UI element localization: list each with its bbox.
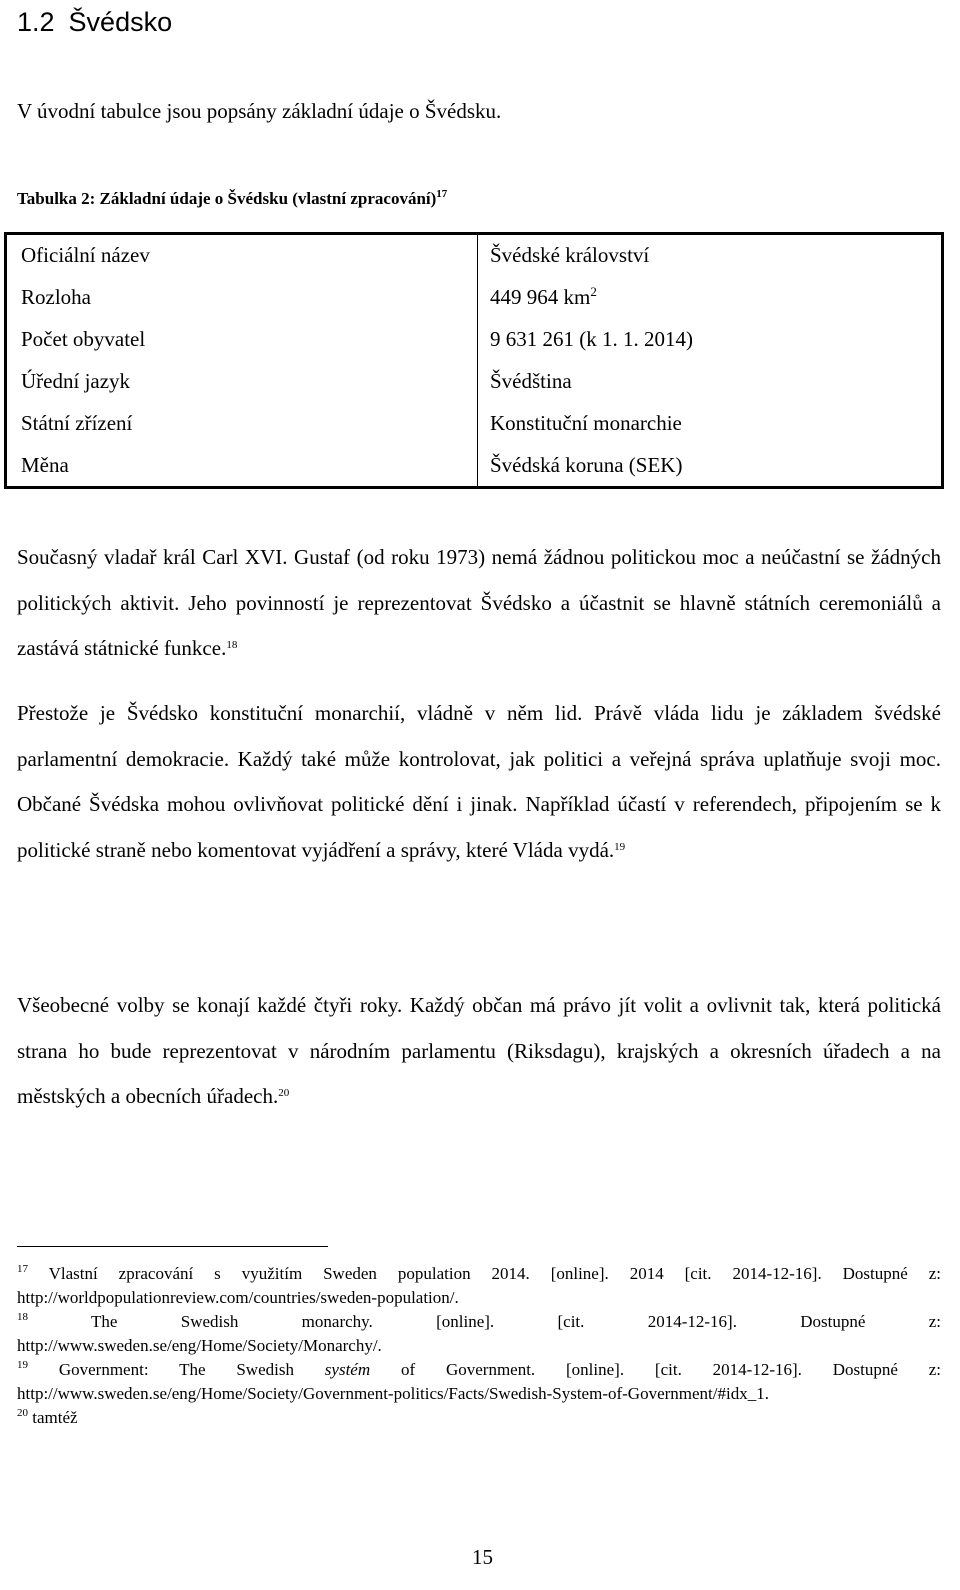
caption-text: Tabulka 2: Základní údaje o Švédsku (vlastní zpracování) bbox=[17, 189, 437, 208]
row-key: Počet obyvatel bbox=[21, 326, 146, 351]
paragraph-text: Všeobecné volby se konají každé čtyři roky. Každý občan má právo jít volit a ovlivnit tak, která politická strana ho bude reprezentovat v národním parlamentu (Riksdagu), krajských a okresních úřadech a na městských a obecních úřadech. bbox=[17, 993, 941, 1108]
page-number: 15 bbox=[472, 1545, 493, 1569]
row-key: Měna bbox=[21, 452, 69, 477]
footnote bbox=[17, 1406, 941, 1430]
table-row bbox=[6, 234, 943, 277]
paragraph-text: Přestože je Švédsko konstituční monarchií, vládně v něm lid. Právě vláda lidu je základem švédské parlamentní demokracie. Každý také může kontrolovat, jak politici a veřejná správa uplatňuje svoji moc. Občané Švédska mohou ovlivňovat politické dění i jinak. Například účastí v referendech, připojením se k politické straně nebo komentovat vyjádření a správy, které Vláda vydá. bbox=[17, 701, 941, 862]
row-value: Švédština bbox=[478, 360, 943, 402]
table-row bbox=[6, 318, 943, 360]
section-heading bbox=[17, 0, 172, 44]
table-row bbox=[6, 276, 943, 318]
footnote-number: 17 bbox=[17, 1263, 28, 1275]
footnotes bbox=[17, 1262, 941, 1430]
caption-footnote-ref: 17 bbox=[436, 188, 448, 200]
footnote-text: Vlastní zpracování s využitím Sweden population 2014. [online]. 2014 [cit. 2014-12-16]. Dostupné z: bbox=[48, 1264, 941, 1283]
section-title: Švédsko bbox=[68, 7, 173, 37]
footnote-link[interactable]: http://www.sweden.se/eng/Home/Society/Government-politics/Facts/Swedish-System-of-Government/#idx_1. bbox=[17, 1384, 769, 1403]
footnote-text-post: of Government. [online]. [cit. 2014-12-16]. Dostupné z: bbox=[370, 1360, 941, 1379]
footnote-ref: 18 bbox=[226, 639, 238, 651]
area-value: 449 964 km bbox=[490, 284, 591, 309]
paragraph bbox=[17, 983, 941, 1120]
footnote bbox=[17, 1262, 941, 1310]
footnote-text-pre: Government: The Swedish bbox=[58, 1360, 325, 1379]
paragraph bbox=[17, 535, 941, 672]
footnote-number: 20 bbox=[17, 1407, 28, 1419]
section-number: 1.2 bbox=[17, 7, 55, 37]
footnote-text-em: systém bbox=[324, 1360, 371, 1379]
row-value: Konstituční monarchie bbox=[478, 402, 943, 444]
area-unit-exponent: 2 bbox=[590, 283, 597, 299]
row-key: Rozloha bbox=[21, 284, 91, 309]
row-value: 9 631 261 (k 1. 1. 2014) bbox=[478, 318, 943, 360]
row-key: Oficiální název bbox=[21, 243, 150, 267]
intro-text: V úvodní tabulce jsou popsány základní údaje o Švédsku. bbox=[17, 99, 502, 123]
table-row bbox=[6, 444, 943, 488]
row-key: Státní zřízení bbox=[21, 410, 133, 435]
row-value bbox=[478, 276, 943, 318]
paragraph-text: Současný vladař král Carl XVI. Gustaf (od roku 1973) nemá žádnou politickou moc a neúčastní se žádných politických aktivit. Jeho povinností je reprezentovat Švédsko a účastnit se hlavně státních ceremoniálů a zastává státnické funkce. bbox=[17, 545, 941, 660]
row-key: Úřední jazyk bbox=[21, 368, 131, 393]
footnote-ref: 20 bbox=[278, 1087, 290, 1099]
footnote-ref: 19 bbox=[614, 840, 626, 853]
table-row bbox=[6, 360, 943, 402]
footnote-text: The Swedish monarchy. [online]. [cit. 2014-12-16]. Dostupné z: bbox=[91, 1312, 941, 1331]
footnote bbox=[17, 1358, 941, 1406]
table-row bbox=[6, 402, 943, 444]
row-value: Švédská koruna (SEK) bbox=[478, 444, 943, 488]
footnote-separator bbox=[17, 1246, 328, 1247]
footnote-text: tamtéž bbox=[32, 1408, 78, 1427]
footnote-link[interactable]: http://www.sweden.se/eng/Home/Society/Monarchy/. bbox=[17, 1336, 382, 1355]
row-value: Švédské království bbox=[478, 234, 943, 277]
paragraph bbox=[17, 691, 941, 873]
footnote bbox=[17, 1310, 941, 1358]
table-caption bbox=[17, 188, 447, 210]
footnote-number: 18 bbox=[17, 1311, 28, 1323]
footnote-link[interactable]: http://worldpopulationreview.com/countries/sweden-population/. bbox=[17, 1288, 459, 1307]
footnote-number: 19 bbox=[17, 1359, 28, 1371]
facts-table bbox=[4, 232, 944, 489]
